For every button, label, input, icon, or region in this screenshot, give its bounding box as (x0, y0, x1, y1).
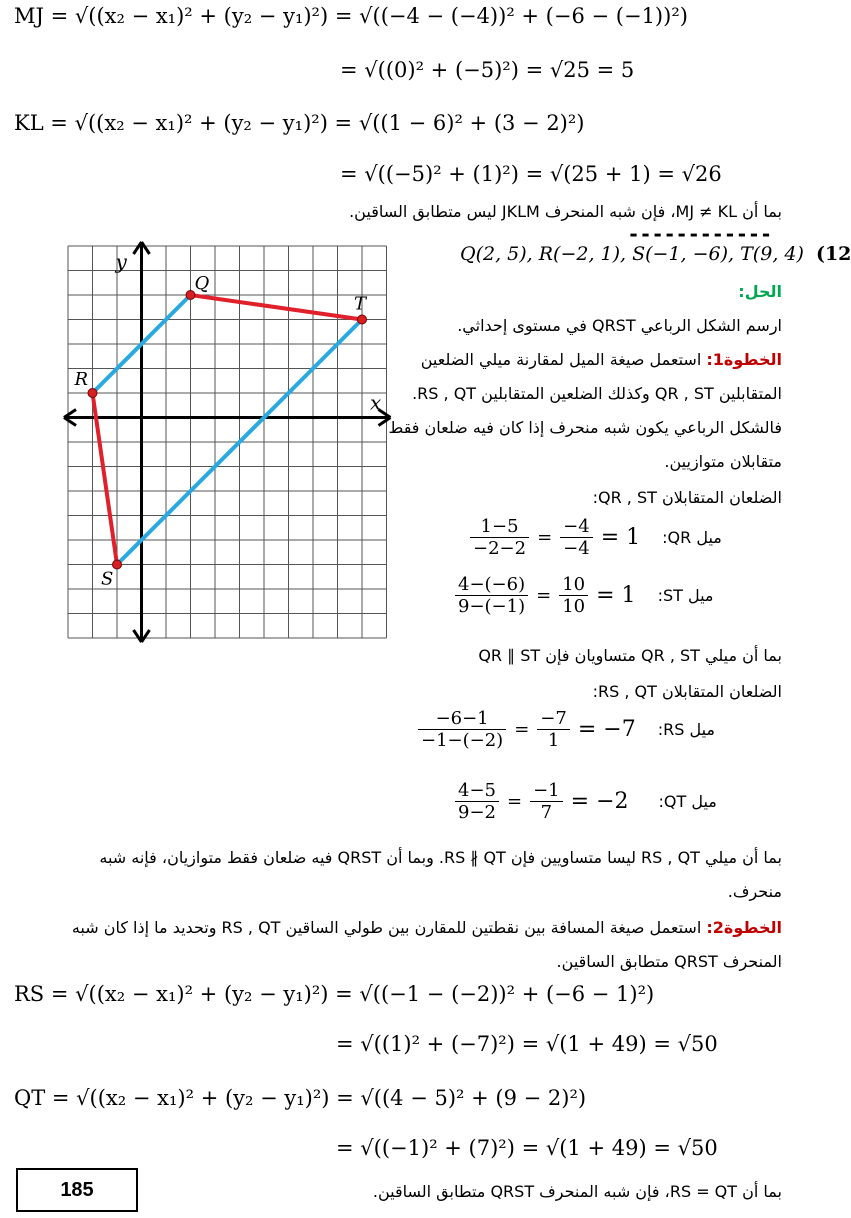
pair1-conclusion: بما أن ميلي QR , ST متساويان فإن QR ∥ ST (478, 646, 782, 665)
x-axis-label: x (370, 390, 382, 415)
pair1-heading: الضلعان المتقابلان QR , ST: (592, 488, 782, 507)
slope-qr-row: $\frac{1-5}{-2-2}$ = $\frac{-4}{-4}$ = 1 ميل QR: (470, 516, 722, 559)
mj-formula-line2: = √((0)² + (−5)²) = √25 = 5 (340, 58, 635, 82)
conclusion-qrst: بما أن RS = QT، فإن شبه المنحرف QRST متطابق الساقين. (372, 1182, 782, 1201)
step1-line1: الخطوة1: استعمل صيغة الميل لمقارنة ميلي الضلعين (420, 350, 782, 369)
step2-line2: المنحرف QRST متطابق الساقين. (556, 952, 782, 971)
vertex-point-t (358, 315, 367, 324)
coordinate-graph (58, 240, 398, 650)
kl-formula-line2: = √((−5)² + (1)²) = √(25 + 1) = √26 (340, 162, 722, 186)
pair2-heading: الضلعان المتقابلان RS , QT: (592, 682, 782, 701)
mj-formula-line1: MJ = √((x₂ − x₁)² + (y₂ − y₁)²) = √((−4 − (−4))² + (−6 − (−1))²) (14, 4, 688, 28)
problem-number: (12 (815, 243, 851, 265)
pair2-conclusion-line2: منحرف. (727, 882, 782, 901)
vertex-label-t: T (354, 293, 367, 315)
step1-line2: المتقابلين QR , ST وكذلك الضلعين المتقابلين RS , QT. (412, 384, 782, 403)
page-number: 185 (16, 1168, 138, 1212)
vertex-point-r (88, 389, 97, 398)
problem-points: Q(2, 5), R(−2, 1), S(−1, −6), T(9, 4) (12 (460, 243, 851, 265)
vertices (88, 291, 367, 570)
pair2-conclusion-line1: بما أن ميلي RS , QT ليسا متساويين فإن RS ∦ QT. وبما أن QRST فيه ضلعان فقط متوازيان، فإنه شبه (99, 848, 782, 867)
step2-label: الخطوة2: (706, 918, 782, 937)
vertex-label-r: R (74, 369, 89, 390)
slope-rs-row: $\frac{-6-1}{-1-(-2)}$ = $\frac{-7}{1}$ = −7 ميل RS: (418, 708, 715, 751)
slope-st-row: $\frac{4-(-6)}{9-(-1)}$ = $\frac{10}{10}$ = 1 ميل ST: (455, 574, 714, 617)
grid-lines (68, 246, 387, 638)
intro-text: ارسم الشكل الرباعي QRST في مستوى إحداثي. (457, 316, 782, 335)
vertex-label-q: Q (194, 273, 210, 294)
qt-formula-line2: = √((−1)² + (7)²) = √(1 + 49) = √50 (336, 1136, 718, 1160)
kl-formula-line1: KL = √((x₂ − x₁)² + (y₂ − y₁)²) = √((1 − 6)² + (3 − 2)²) (14, 111, 585, 135)
rs-formula-line2: = √((1)² + (−7)²) = √(1 + 49) = √50 (336, 1032, 718, 1056)
step1-label: الخطوة1: (706, 350, 782, 369)
separator: ------------ (627, 222, 772, 246)
side-qt (191, 295, 363, 320)
rs-formula-line1: RS = √((x₂ − x₁)² + (y₂ − y₁)²) = √((−1 − (−2))² + (−6 − 1)²) (14, 982, 655, 1006)
vertex-label-s: S (101, 568, 114, 590)
slope-qt-row: $\frac{4-5}{9-2}$ = $\frac{-1}{7}$ = −2 ميل QT: (455, 780, 717, 823)
qt-formula-line1: QT = √((x₂ − x₁)² + (y₂ − y₁)²) = √((4 − 5)² + (9 − 2)²) (14, 1086, 587, 1110)
solution-label: الحل: (738, 282, 782, 301)
conclusion-jklm: بما أن MJ ≠ KL، فإن شبه المنحرف JKLM ليس متطابق الساقين. (349, 202, 782, 221)
y-axis-label: y (115, 249, 127, 274)
step2-line1: الخطوة2: استعمل صيغة المسافة بين نقطتين للمقارن بين طولي الساقين RS , QT وتحديد ما إذا كان شبه (71, 918, 782, 937)
quadrilateral-sides (93, 295, 363, 565)
vertex-point-s (113, 560, 122, 569)
step1-line3: فالشكل الرباعي يكون شبه منحرف إذا كان فيه ضلعان فقط (388, 418, 782, 437)
step1-line4: متقابلان متوازيين. (664, 452, 782, 471)
